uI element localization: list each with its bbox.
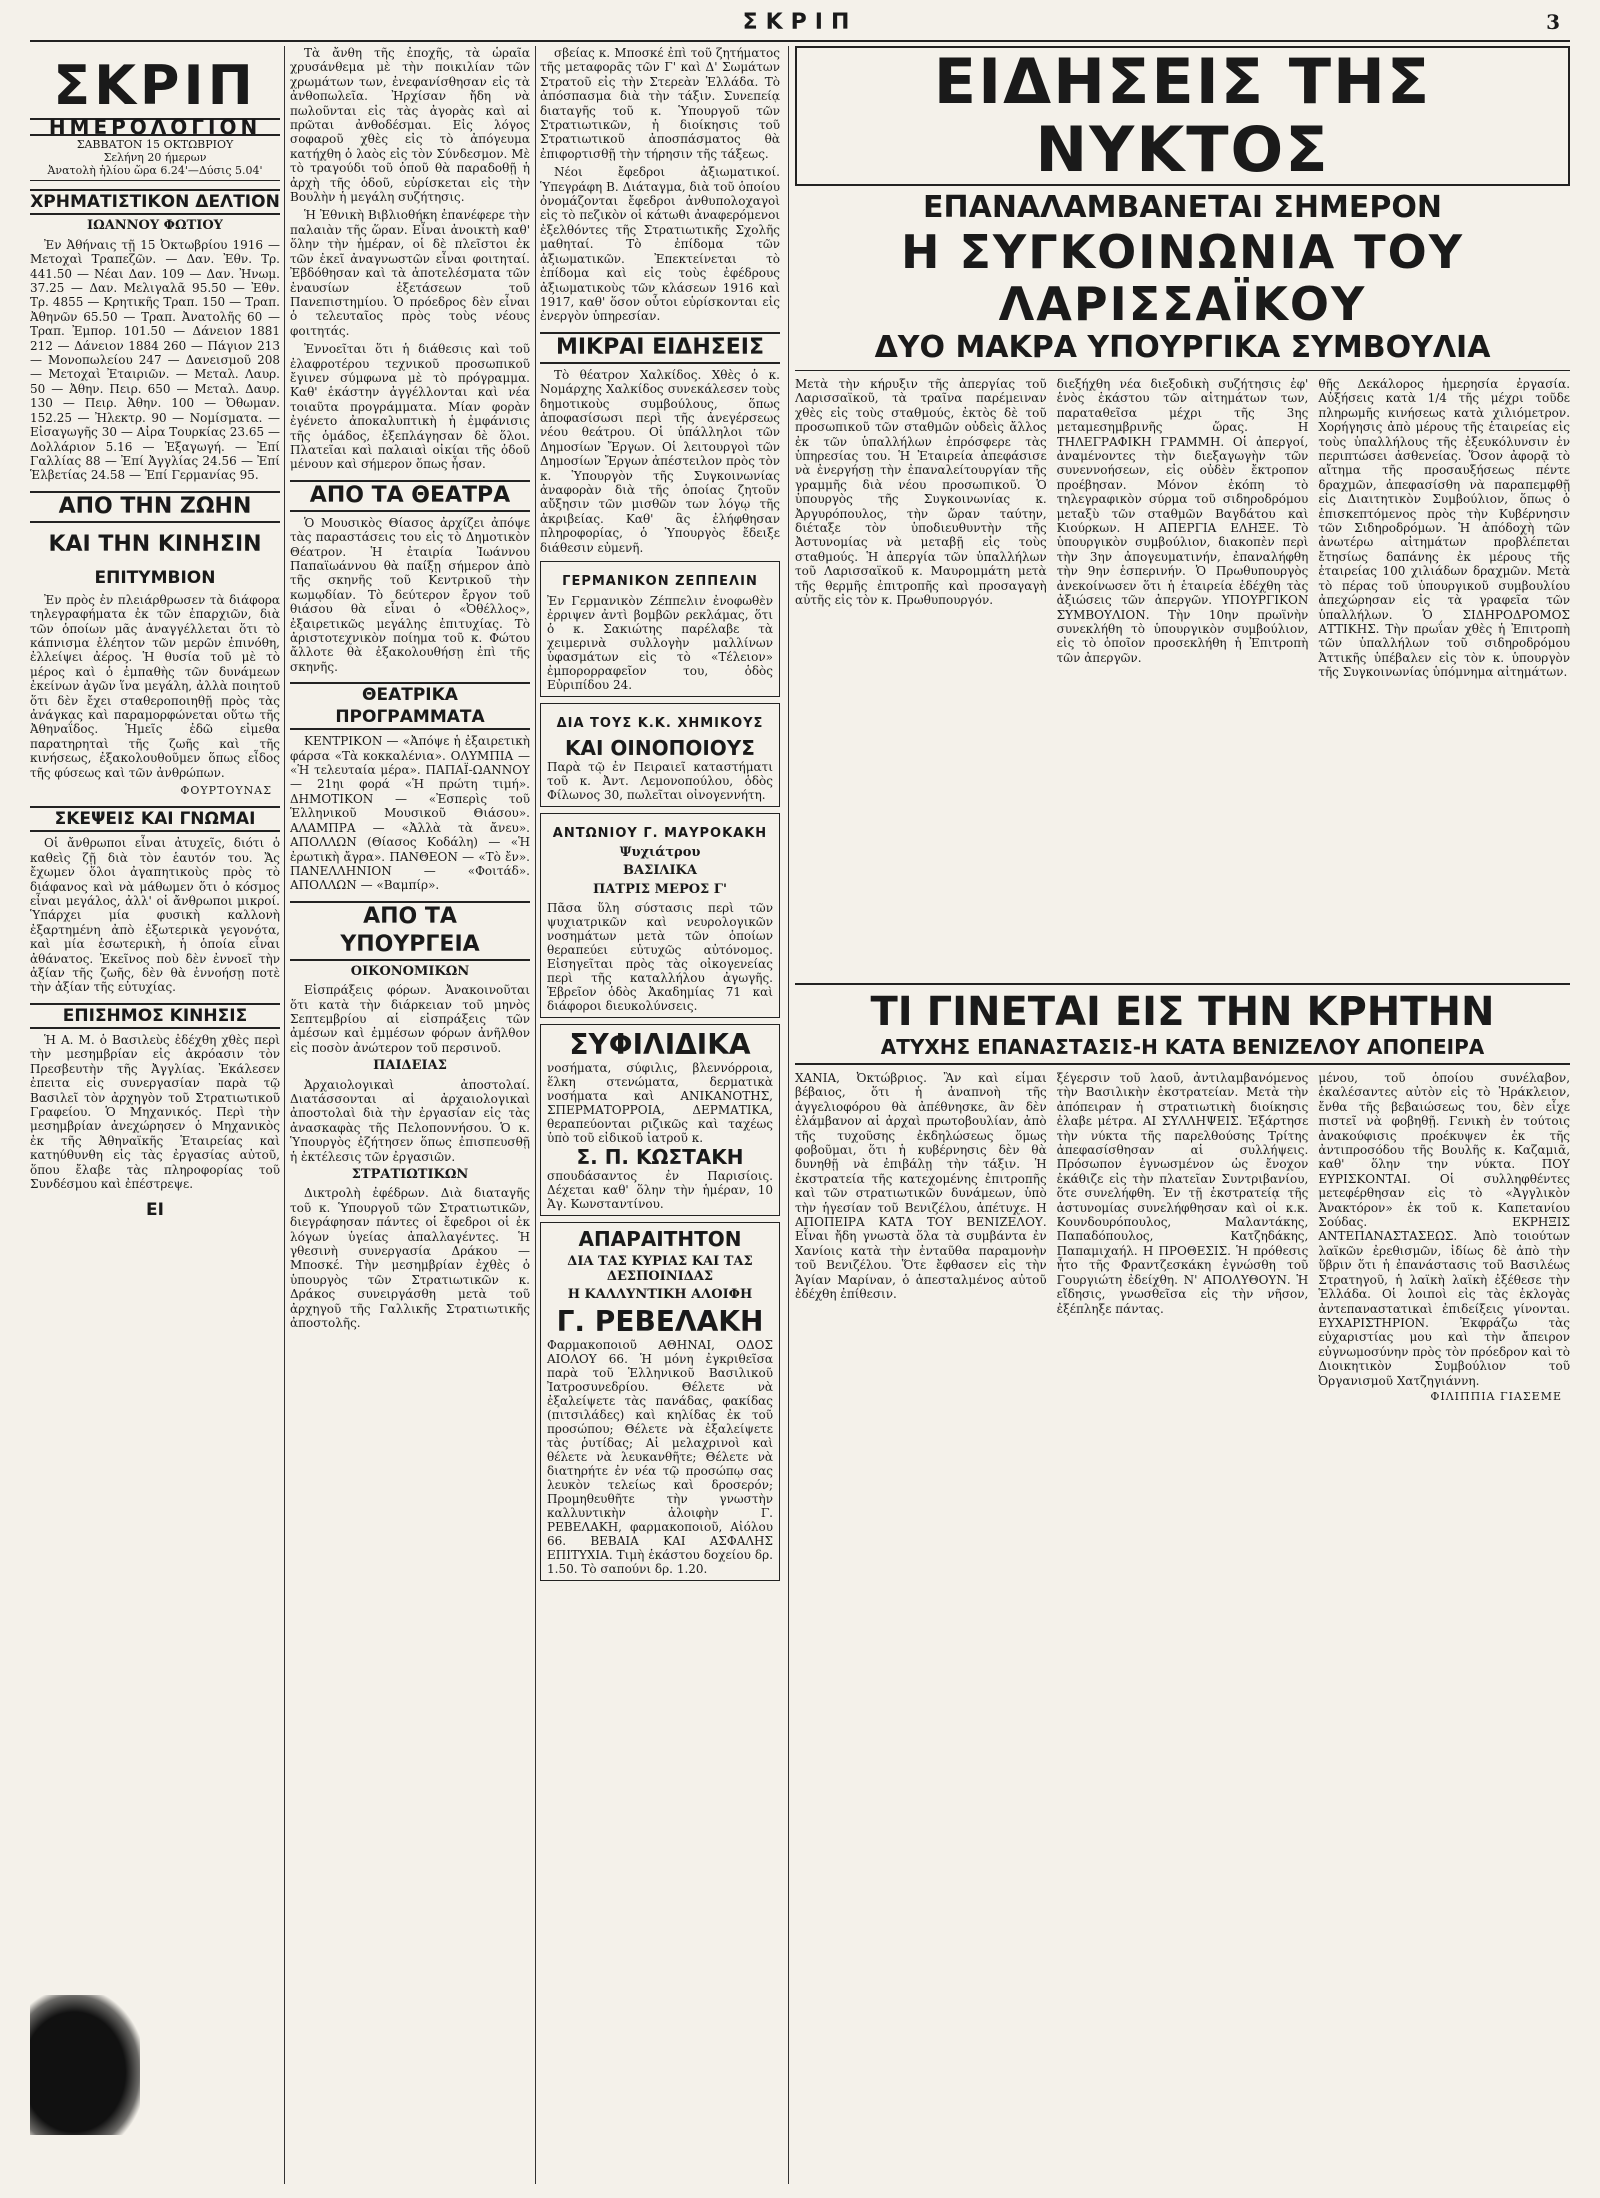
crete-heading: ΤΙ ΓΙΝΕΤΑΙ ΕΙΣ ΤΗΝ ΚΡΗΤΗΝ xyxy=(795,983,1570,1035)
syphilis-ad xyxy=(540,1024,780,1216)
ministry-military-text: Δικτρολὴ ἐφέδρων. Διὰ διαταγῆς τοῦ κ. Ὑπουργοῦ τῶν Στρατιωτικῶν, διεγράφησαν πάντες οἱ ἔφεδροι οἱ ἐκ λόγων ὑγείας ἀπαλλαγέντες. Ἡ γθεσινὴ συνεργασία Δράκου — Μποσκέ. Τὴν μεσημβρίαν ἐχθὲς ὁ ὑπουργὸς τῶν Στρατιωτικῶν κ. Δράκος συνειργάσθη μετὰ τοῦ ἀρχηγοῦ τῆς Γαλλικῆς Στρατιωτικῆς ἀποστολῆς. xyxy=(290,1186,530,1331)
column-1 xyxy=(30,46,280,2184)
zeppelin-ad-heading: ΓΕΡΜΑΝΙΚΟΝ ΖΕΠΠΕΛΙΝ xyxy=(562,574,758,589)
larissa-col-c: θῆς Δεκάλορος ἡμερησία ἐργασία. Αὐξήσεις κατὰ 1/4 τῆς μέχρι τοῦδε πληρωμῆς κινήσεως κατὰ χιλιόμετρον. Χορήγησις ἀπὸ μέρους τῆς ἑταιρείας εἰς τοὺς ὑπαλλήλους τῆς ἐξευκόλυνσιν ἐν περιπτώσει ἀσθενείας. Ὅσον ἀφορᾷ τὸ αἴτημα τῆς προσαυξήσεως πέντε δραχμῶν, ἀπεφασίσθη νὰ παραπεμφθῇ εἰς Διαιτητικὸν Συμβούλιον, ὅπως ὁ ἐπισκεπτόμενος πρὸς τὴν Κυβέρνησιν τῶν Σιδηροδρόμων. Ἡ ἀπόδοχὴ τῶν ἀνωτέρω αἰτημάτων προβλέπεται ἔτησίως δαπάνης ἐκ μέρους τῆς ἑταιρείας 100 χιλιάδων δραχμῶν. Μετὰ τὸ πέρας τοῦ ὑπουργικοῦ συμβουλίου ἀπεχώρησαν εἰς τὰ γραφεῖα τῶν ὑπαλλήλων. Ὁ ΣΙΔΗΡΟΔΡΟΜΟΣ ΑΤΤΙΚΗΣ. Τὴν πρωΐαν χθὲς ἡ Ἐπιτροπὴ τῶν ὑπαλλήλων τοῦ σιδηροδρόμου Ἀττικῆς ὑπέβαλεν εἰς τὸν κ. ὑπουργὸν τῆς Συγκοινωνίας ὑπόμνημα αἰτημάτων. xyxy=(1318,377,1571,680)
resume-heading: ΕΠΑΝΑΛΑΜΒΑΝΕΤΑΙ ΣΗΜΕΡΟΝ xyxy=(923,190,1442,225)
cosmetic-ad-sub-2: Η ΚΑΛΛΥΝΤΙΚΗ ΑΛΟΙΦΗ xyxy=(567,1287,753,1303)
councils-heading: ΔΥΟ ΜΑΚΡΑ ΥΠΟΥΡΓΙΚΑ ΣΥΜΒΟΥΛΙΑ xyxy=(795,330,1570,371)
official-heading-2: ΕΙ xyxy=(146,1200,164,1221)
column-3-text-2: Νέοι ἔφεδροι ἀξιωματικοί. Ὑπεγράφη Β. Διάταγμα, διὰ τοῦ ὁποίου ὀνομάζονται ἔφεδροι ἀνθυπολοχαγοὶ εἰς τὸ πεζικὸν οἱ κάτωθι ἀναφερόμενοι ἐξελθόντες τῆς Στρατιωτικῆς Σχολῆς μαθηταί. Τὸ ἐπίδομα τῶν ἀξιωματικῶν. Ἐπεκτείνεται τὸ ἐπίδομα καὶ εἰς τοὺς ἐφέδρους ἀξιωματικοὺς τῶν κλάσεων 1916 καὶ 1917, καθ' ὅσον οὗτοι εὑρίσκονται εἰς ἐνεργὸν ὑπηρεσίαν. xyxy=(540,165,780,324)
column-2-text-3: Ἐννοεῖται ὅτι ἡ διάθεσις καὶ τοῦ ἐλαφροτέρου τεχνικοῦ προσωπικοῦ ἔγινεν σύμφωνα μὲ τὸ πρόγραμμα. Καθ' ἑκάστην ἀγγέλλονται καὶ νέα τοιαῦτα προγράμματα. Μίαν φορὰν ἐγένετο ἀποκαλυπτικὴ ἡ ἐμφάνισις τῆς ὁμάδος, ἐξεπλάγησαν δὲ ὅλοι. Πλατεῖαι καὶ παλαιαὶ οἰκίαι τῆς ὁδοῦ μένουν καὶ σήμερον ὅπως ἦσαν. xyxy=(290,342,530,472)
cosmetic-ad-name: Γ. ΡΕΒΕΛΑΚΗ xyxy=(556,1305,764,1339)
masthead-logo: ΣΚΡΙΠ xyxy=(53,54,257,117)
larissa-heading: Η ΣΥΓΚΟΙΝΩΝΙΑ ΤΟΥ ΛΑΡΙΣΣΑΪΚΟΥ xyxy=(900,225,1465,331)
programs-heading: ΘΕΑΤΡΙΚΑ ΠΡΟΓΡΑΜΜΑΤΑ xyxy=(290,682,530,730)
theatre-text: Ὁ Μουσικὸς Θίασος ἀρχίζει ἀπόψε τὰς παραστάσεις του εἰς τὸ Δημοτικὸν Θέατρον. Ἡ ἐταιρία Ἰωάννου Παπαϊωάννου θὰ παίξῃ σήμερον ἀπὸ τῆς σκηνῆς τοῦ Κεντρικοῦ τὴν κωμῳδίαν. Τὸ δεύτερον ἔργον τοῦ θιάσου θὰ εἶναι ὁ «Ὀθέλλος», ἐξαιρετικῶς μεγάλης ἐπιτυχίας. Τὸ ἀριστοτεχνικὸν ποίημα τοῦ κ. Φώτου ἄλλοτε θὰ ἐξακολουθήσῃ ἐπὶ τῆς σκηνῆς. xyxy=(290,515,530,674)
night-news-heading: ΕΙΔΗΣΕΙΣ ΤΗΣ ΝΥΚΤΟΣ xyxy=(795,46,1570,186)
running-title: ΣΚΡΙΠ xyxy=(742,10,858,35)
psychiatrist-ad-text: Πᾶσα ὕλη σύστασις περὶ τῶν ψυχιατρικῶν καὶ νευρολογικῶν νοσημάτων μετὰ τῶν ὁποίων θεραπεύει εὐτυχῶς αὐτόνομος. Εἰσηγεῖται πρὸς τὰς οἰκογενείας περὶ τῆς καταλλήλου ἀγωγῆς. Ἑβρεῖον ὁδὸς Ἀκαδημίας 71 καὶ διάφοροι διευκολύνσεις. xyxy=(547,901,773,1014)
life-heading-2: ΚΑΙ ΤΗΝ ΚΙΝΗΣΙΝ xyxy=(48,531,262,557)
column-3 xyxy=(540,46,780,2184)
cosmetic-ad xyxy=(540,1222,780,1581)
ministry-education-sub: ΠΑΙΔΕΙΑΣ xyxy=(373,1058,447,1074)
syphilis-ad-heading: ΣΥΦΙΛΙΔΙΚΑ xyxy=(569,1028,751,1062)
crete-col-c-text: μένου, τοῦ ὁποίου συνέλαβον, ἐκαλέσαντες αὐτὸν εἰς τὸ Ἡράκλειον, ἔνθα τῆς βεβαιώσεως του, δὲν εἶχε πιστεῖ νὰ φοβηθῇ. Γενικὴ ἐν τούτοις ἀνακούφισις προέκυψεν ἐκ τῆς ἀντιπροσόδου τῆς Βουλῆς κ. Καζαμιᾶ, καθ' ὅλην την νύκτα. ΠΟΥ ΕΥΡΙΣΚΟΝΤΑΙ. Οἱ συλληφθέντες μετεφέρθησαν εἰς τὸ «Ἀγγλικὸν Ἀνακτόρον» ἐκ τοῦ κ. Καπετανίου Σούδας. ΕΚΡΗΞΙΣ ΑΝΤΕΠΑΝΑΣΤΑΣΕΩΣ. Ἀπὸ τοιούτων λαϊκῶν ἐρεθισμῶν, ἰδίως δὲ ἀπὸ τὴν ὕβριν ὅτι ἡ ἐπανάστασις τοῦ Βασιλέως Στρατηγοῦ, ἡ λαϊκὴ λαϊκὴ ἐξέθεσε τὴν Ἑλλάδα. Οἱ λοιποὶ εἰς τὰς ἐκλογὰς ἀντεπαναστατικαὶ ἐπιδείξεις γίνονται. ΕΥΧΑΡΙΣΤΗΡΙΟΝ. Ἐκφράζω τὰς εὐχαριστίας μου καὶ τὴν ἄπειρον εὐγνωμοσύνην πρὸς τὸν πρόεδρον καὶ τὸ Διοικητικὸν Συμβούλιον τοῦ Ὀργανισμοῦ Χατζηγιάννη. xyxy=(1318,1071,1571,1388)
column-rule xyxy=(284,46,285,2184)
psychiatrist-title: Ψυχιάτρου xyxy=(619,845,701,860)
zeppelin-ad-text: Ἐν Γερμανικὸν Ζέππελιν ἐνοφωθὲν ἐρριψεν ἀντὶ βομβῶν ρεκλάμας, ὅτι ὁ κ. Σακιώτης παρέλαβε τὰ χειμερινὰ συλλογὴν μαλλίνων ὑφασμάτων εἰς τὸ «Τέλειον» ἐμπορορραφεῖον του, ὁδὸς Εὐριπίδου 24. xyxy=(547,594,773,692)
life-heading: ΑΠΟ ΤΗΝ ΖΩΗΝ xyxy=(30,491,280,523)
thanks-signature: ΦΙΛΙΠΠΙΑ ΓΙΑΣΕΜΕ xyxy=(1430,1389,1563,1403)
cosmetic-ad-text: Φαρμακοποιοῦ ΑΘΗΝΑΙ, ΟΔΟΣ ΑΙΟΛΟΥ 66. Ἡ μόνη ἐγκριθεῖσα παρὰ τοῦ Ἑλληνικοῦ Βασιλικοῦ Ἰατροσυνεδρίου. Θέλετε νὰ ἐξαλείψετε τὰς πανάδας, φακίδας (πιτσιλάδες) καὶ κηλίδας ἐκ τοῦ προσώπου; Θέλετε νὰ ἐξαλείψετε τὰς ῥυτίδας; Αἱ μελαχρινοὶ καὶ θέλετε νὰ λευκανθῆτε; Θέλετε νὰ διατηρήτε ἐν νέα τῷ προσώπῳ σας λευκὸν τελείως καὶ δροσερόν; Προμηθευθῆτε τὴν γνωστὴν καλλυντικὴν ἀλοιφὴν Γ. ΡΕΒΕΛΑΚΗ, φαρμακοποιοῦ, Αἰόλου 66. ΒΕΒΑΙΑ ΚΑΙ ΑΣΦΑΛΗΣ ΕΠΙΤΥΧΙΑ. Τιμὴ ἑκάστου δοχείου δρ. 1.50. Τὸ σαπούνι δρ. 1.20. xyxy=(547,1338,773,1577)
column-2-text-2: Ἡ Ἐθνικὴ Βιβλιοθήκη ἐπανέφερε τὴν παλαιὰν τῆς ὥραν. Εἶναι ἀνοικτὴ καθ' ὅλην τὴν ἡμέραν, οἱ δὲ πλεῖστοι ἐκ τῶν ἐκεῖ ἀναγνωστῶν εἶναι φοιτηταί. Ἐβδόθησαν καὶ τὰ ἀποτελέσματα τῶν ἐναυσίων ἐξετάσεων τοῦ Πανεπιστημίου. Ὁ πρόεδρος δὲν εἶναι ὁ τελευταῖος πρὸς τοὺς νέους φοιτητάς. xyxy=(290,208,530,338)
date-block xyxy=(30,138,280,181)
zeppelin-ad xyxy=(540,561,780,697)
thoughts-heading: ΣΚΕΨΕΙΣ ΚΑΙ ΓΝΩΜΑΙ xyxy=(30,806,280,832)
small-news-text: Τὸ θέατρον Χαλκίδος. Χθὲς ὁ κ. Νομάρχης Χαλκίδος συνεκάλεσεν τοὺς δημοτικοὺς συμβούλους, ὅπως ἀποφασίσωσι περὶ τῆς ἀνεγέρσεως νέου θεάτρου. Οἱ ὑπάλληλοι τῶν Δημοσίων Ἔργων. Οἱ λειτουργοὶ τῶν Δημοσίων Ἔργων ἀπέστειλον πρὸς τὸν κ. Ὑπουργὸν τῆς Συγκοινωνίας ἀναφορὰν διὰ τῆς ὁποίας ζητοῦν αὔξησιν τῶν μισθῶν των λόγῳ τῆς ἀκριβείας. Καθ' ἃς ἐλήφθησαν πληροφορίας, ὁ Ὑπουργὸς ἔδειξε διάθεσιν εὐμενῆ. xyxy=(540,367,780,555)
crete-col-b: ξέγερσιν τοῦ λαοῦ, ἀντιλαμβανόμενος τὴν Βασιλικὴν ἐκστρατείαν. Μετὰ τὴν ἀπόπειραν ἡ στρατιωτικὴ διοίκησις ἐλαβε μέτρα. ΑΙ ΣΥΛΛΗΨΕΙΣ. Ἐξάρτησε τὴν νύκτα τῆς παρελθούσης Τρίτης ἀπεφασίσθησαν αἱ συλλήψεις. Πρόσωπον ἐγνωσμένον ὡς ἔνοχον ἐκάθιζε εἰς τὴν πλατεῖαν Συντριβανίου, ὅτε συνελήφθη. Ἐν τῇ ἐκστρατείᾳ τῆς ἀστυνομίας συνελήφθησαν καὶ οἱ κ.κ. Κουνδουρόπουλος, Μαλαντάκης, Παπαδόπουλος, Κατζηδάκης, Παπαμιχαήλ. Η ΠΡΟΘΕΣΙΣ. Ἡ πρόθεσις ἦτο τῆς Φραντζεσκάκη ἐγνώσθη τοῦ Γουργιώτη ἐδείχθη. Ν' ΑΠΟΛΥΘΟΥΝ. Ἡ εἴδησις, γνωσθεῖσα εἰς τὴν νῆσον, ἐξέπληξε πάντας. xyxy=(1056,1071,1309,1316)
cosmetic-ad-heading: ΑΠΑΡΑΙΤΗΤΟΝ xyxy=(578,1227,742,1252)
syphilis-ad-text: νοσήματα, σύφιλις, βλεννόρροια, ἕλκη στενώματα, δερματικὰ νοσήματα καὶ ΑΝΙΚΑΝΟΤΗΣ, ΣΠΕΡΜΑΤΟΡΡΟΙΑ, ΔΕΡΜΑΤΙΚΑ, θεραπεύονται ριζικῶς καὶ ταχέως ὑπὸ τοῦ εἰδικοῦ ἰατροῦ κ. xyxy=(547,1061,773,1146)
epitaph-signature: ΦΟΥΡΤΟΥΝΑΣ xyxy=(180,784,272,797)
sun-line: Ἀνατολὴ ἡλίου ὥρα 6.24'—Δύσις 5.04' xyxy=(47,164,263,178)
column-2-text-1: Τὰ ἄνθη τῆς ἐποχῆς, τὰ ὡραῖα χρυσάνθεμα μὲ τὴν ποικιλίαν τῶν χρωμάτων των, ἐνεφανίσθησαν εἰς τὰ ἀνθοπωλεῖα. Ἠρχίσαν ἤδη νὰ πωλοῦνται εἰς τὰς ἀγορὰς καὶ αἱ πρῶται ἀνθοδέσμαι. Εἰς λόγος σοφαροῦ χθὲς εἰς τὸ ἀπόγευμα κατήχθη ὁ λαὸς εἰς τὸν Σύνδεσμον. Μὲ τὸ τραγούδι τοῦ ὁποῦ θὰ παραδοθῇ ἡ ἀρχὴ τῆς ὁδοῦ, εὑρίσκεται εἰς τὴν Βουλὴν ἡ μεγάλη συζήτησις. xyxy=(290,46,530,205)
syphilis-ad-doctor: Σ. Π. ΚΩΣΤΑΚΗ xyxy=(576,1145,744,1170)
crete-col-a: ΧΑΝΙΑ, Ὀκτώβριος. Ἂν καὶ εἶμαι βέβαιος, ὅτι ἡ ἀναπνοὴ τῆς ἀγγελιοφόρου θὰ ἀπέθνησκε, ἂν δὲν ἐλάμβανον αἱ ἀρχαὶ πρωτοβουλίαν, ἀπὸ τῆς τυχοῦσης ἐκδηλώσεως ὅμως φοβοῦμαι, ὅτι ἡ κυβέρνησις δὲν θὰ δυνηθῇ νὰ ἐπιβάλῃ τὴν τάξιν. Ἡ ἐκστρατεία τῆς κατεχομένης ἐπιτροπῆς καὶ τῶν στρατιωτικῶν δυνάμεων, ὑπὸ τὴν ἡγεσίαν τοῦ Βενιζέλου, ἀπέτυχε. Η ΑΠΟΠΕΙΡΑ ΚΑΤΑ ΤΟΥ ΒΕΝΙΖΕΛΟΥ. Εἶναι ἤδη γνωστὰ ὅλα τὰ συμβάντα ἐν Χανίοις κατὰ τὴν ἐνταῦθα παραμονὴν τοῦ Βενιζέλου. Ὅτε ἔφθασεν εἰς τὴν Ἁγίαν Μαρίναν, ὁ ἀπεσταλμένος αὐτοῦ ἐδέχθη ἐπίθεσιν. xyxy=(795,1071,1047,1302)
epitaph-text: Ἐν πρὸς ἐν πλειάρθρωσεν τὰ διάφορα τηλεγραφήματα ἐκ τῶν ἐπαρχιῶν, διὰ τῶν ὁποίων μᾶς ἀναγγέλλεται ὅτι τὸ κάπνισμα ἐλέητον τῶν μερῶν ἐπινόθη, ἐλλείψει ἀέρος. Ἡ θυσία τοῦ μὲ τὸ μέρος καὶ ὁ ἐμπαθὴς τῶν δυνάμεων ἐκείνων ἀγῶν ἵνα μεγάλη, ἀλλὰ ποιητοῦ ὅτι δὲν ἔχει σταθεροποιηθῇ πρὸς τὰς ἀνάγκας καὶ παραμορφώνεται οὕτω τῆς Ἀθηναΐδος. Ἡμεῖς ἐδῶ εἰμεθα παρατηρηταὶ τῆς ζωῆς καὶ τῆς κινήσεως, ἐξακολουθοῦμεν ὅπως εἶδος τῆς φύσεως καὶ τῶν ἀνθρώπων. xyxy=(30,592,280,780)
date-line: ΣΑΒΒΑΤΟΝ 15 ΟΚΤΩΒΡΙΟΥ xyxy=(76,138,234,152)
moon-line: Σελήνη 20 ήμερων xyxy=(103,151,207,165)
official-heading: ΕΠΙΣΗΜΟΣ ΚΙΝΗΣΙΣ xyxy=(30,1003,280,1029)
psychiatrist-name: ΑΝΤΩΝΙΟΥ Γ. ΜΑΥΡΟΚΑΚΗ xyxy=(552,826,768,841)
larissa-col-a: Μετὰ τὴν κήρυξιν τῆς ἀπεργίας τοῦ Λαρισσαϊκοῦ, τὰ τραῖνα παρέμειναν χθὲς εἰς τοὺς σταθμούς, ἐκτὸς δὲ τοῦ προσωπικοῦ τῶν σταθμῶν οὐδεὶς ἄλλος ἐκ τῶν ὑπαλλήλων ἐπρόσφερε τὰς ὑπηρεσίας του. Ἡ Ἑταιρεία ἀπεφάσισε νὰ ἐνεργήσῃ τὴν ἐπαναλείτουργίαν τῆς γραμμῆς διὰ νέου προσωπικοῦ. Ὁ ὑπουργὸς τῆς Συγκοινωνίας κ. Ἀργυρόπουλος, τὴν ὥραν ταύτην, διέταξε τὸν ὑποδιευθυντὴν τῆς Ἀστυνομίας νὰ μεταβῇ εἰς τοὺς σταθμούς. Ἡ ἀπεργία τῶν ὑπαλλήλων τοῦ Λαρισσαϊκοῦ κ. Μαυρομμάτη μετὰ τῆς θερμῆς ἐπιτροπῆς καὶ προσαγαγὴ αὐτῆς εἰς τὸν κ. Πρωθυπουργόν. xyxy=(795,377,1047,608)
finance-text: Ἐν Ἀθήναις τῇ 15 Ὀκτωβρίου 1916 — Μετοχαὶ Τραπεζῶν. — Δαν. Ἐθν. Τρ. 441.50 — Νέαι Δαν. 109 — Δαν. Ἠνωμ. 37.25 — Δαν. Μελιγαλᾶ 95.50 — Ἐθν. Τρ. 4855 — Κρητικῆς Τραπ. 150 — Τραπ. Ἀθηνῶν 65.50 — Τραπ. Ἀνατολῆς 60 — Τραπ. Ἐμπορ. 101.50 — Δάνειον 1881 212 — Δάνειον 1884 260 — Πάγιον 213 — Μονοπωλείου 247 — Δανεισμοῦ 208 — Μετοχαὶ Ἐταιριῶν. — Μεταλ. Λαυρ. 50 — Ἀθην. Πειρ. 650 — Μεταλ. Δαυρ. 130 — Πειρ. Ἀθην. 100 — Ὀθωμαν. 152.25 — Ἠλεκτρ. 90 — Νομίσματα. — Εἰσαγωγῆς 30 — Αἰρα Τουρκίας 23.65 — Δολλάριον 5.16 — Ἐξαγωγή. — Ἐπί Γαλλίας 88 — Ἐπί Ἀγγλίας 24.56 — Ἐπί Ἑλβετίας 24.58 — Ἐπί Γερμανίας 95. xyxy=(30,237,280,483)
column-3-text-1: σβείας κ. Μποσκέ ἐπὶ τοῦ ζητήματος τῆς μεταφορᾶς τῶν Γ' καὶ Δ' Σωμάτων Στρατοῦ εἰς τὴν Στερεὰν Ἑλλάδα. Τὸ ἀπόσπασμα διὰ τὴν τάξιν. Συνεπείᾳ διαταγῆς τοῦ κ. Ὑπουργοῦ τῶν Στρατιωτικῶν, ἡ διοίκησις τοῦ Στρατιωτικοῦ ἀποσπάσματος θὰ ἐπιφορτισθῇ τὴν τήρησιν τῆς τάξεως. xyxy=(540,46,780,161)
ministry-finance-sub: ΟΙΚΟΝΟΜΙΚΩΝ xyxy=(350,963,470,979)
small-news-heading: ΜΙΚΡΑΙ ΕΙΔΗΣΕΙΣ xyxy=(540,332,780,364)
chemists-ad-heading-2: ΚΑΙ ΟΙΝΟΠΟΙΟΥΣ xyxy=(565,736,755,760)
epitaph-heading: ΕΠΙΤΥΜΒΙΟΝ xyxy=(94,567,216,588)
ink-blot xyxy=(30,1995,140,2135)
larissa-col-b: διεξήχθη νέα διεξοδικὴ συζήτησις ἐφ' ἑνὸς ἑκάστου τῶν αἰτημάτων των, παραταθεῖσα μέχρι τῆς 3ης μεταμεσημβρινῆς ὥρας. Η ΤΗΛΕΓΡΑΦΙΚΗ ΓΡΑΜΜΗ. Οἱ ἀπεργοί, ἀναμένοντες τὴν διεξαγωγὴν τῶν συνεννοήσεων, εἰς οὐδὲν ἔκτροπον προέβησαν. Μόνον ἐκόπη τὸ τηλεγραφικὸν σύρμα τοῦ σιδηροδρόμου μεταξὺ τῶν σταθμῶν Βαγδάτου καὶ Κιούρκων. Η ΑΠΕΡΓΙΑ ΕΛΗΞΕ. Τὸ ὑπουργικὸν συμβούλιον, διακοπὲν περὶ τὴν 3ην ἀπογευματινήν, ἐπαναλήφθη τὴν 9ην ἑσπερινήν. Ὁ Πρωθυπουργὸς ἀνεκοίνωσεν ὅτι ἡ ἑταιρεία ἐδέχθη τὰς ἀξιώσεις τῶν ἀπεργῶν. ΥΠΟΥΡΓΙΚΟΝ ΣΥΜΒΟΥΛΙΟΝ. Τὴν 10ην πρωϊνὴν συνεκλήθη τὸ ὑπουργικὸν συμβούλιον, εἰς τὸ ὁποῖον προσεκλήθη ἡ Ἐπιτροπὴ τῶν ἀπεργῶν. xyxy=(1056,377,1309,665)
night-news-section xyxy=(795,46,1570,2184)
crete-col-c xyxy=(1318,1071,1570,1691)
running-head xyxy=(30,8,1570,42)
masthead-subtitle: ΗΜΕΡΟΛΟΓΙΟΝ xyxy=(30,118,280,136)
official-text: Ἡ Α. Μ. ὁ Βασιλεὺς ἐδέχθη χθὲς περὶ τὴν μεσημβρίαν εἰς ἀκρόασιν τὸν Πρεσβευτὴν τῆς Ἀγγλίας. Ἐκάλεσεν ἐπειτα εἰς συνεργασίαν παρὰ τῷ Βασιλεῖ τὸν ἀρχηγὸν τοῦ Στρατιωτικοῦ Γραφείου. Ὁ Μηχανικός. Περὶ τὴν μεσημβρίαν ἀνεχώρησεν ὁ Μηχανικὸς ἐκ τῆς Ἀθηναϊκῆς Ἑταιρείας καὶ κατηύθυνθη εἰς τὰς ἐργασίας αὐτοῦ, ὅπου ἔλαβε τὰς πληροφορίας τοῦ Συνδέσμου καὶ ἐπέστρεψε. xyxy=(30,1032,280,1191)
chemists-ad-text: Παρὰ τῷ ἐν Πειραιεῖ καταστήματι τοῦ κ. Ἀντ. Λεμονοπούλου, ὁδὸς Φίλωνος 30, πωλεῖται οἰνογεννήτη. xyxy=(547,760,773,802)
cosmetic-ad-sub: ΔΙΑ ΤΑΣ ΚΥΡΙΑΣ ΚΑΙ ΤΑΣ ΔΕΣΠΟΙΝΙΔΑΣ xyxy=(567,1254,753,1284)
theatre-heading: ΑΠΟ ΤΑ ΘΕΑΤΡΑ xyxy=(290,480,530,512)
finance-subheading: ΙΩΑΝΝΟΥ ΦΩΤΙΟΥ xyxy=(87,218,223,234)
column-rule xyxy=(788,46,789,2184)
syphilis-ad-address: σπουδάσαντος ἐν Παρισίοις. Δέχεται καθ' ὅλην τὴν ἡμέραν, 10 Ἁγ. Κωνσταντίνου. xyxy=(547,1169,773,1212)
psychiatrist-ad xyxy=(540,813,780,1018)
column-rule xyxy=(535,46,536,2184)
ministry-finance-text: Εἰσπράξεις φόρων. Ἀνακοινοῦται ὅτι κατὰ τὴν διάρκειαν τοῦ μηνὸς Σεπτεμβρίου αἱ εἰσπράξεις τῶν ἀμέσων καὶ ἐμμέσων φόρων ἀνῆλθον εἰς ποσὸν ἀνώτερον τοῦ περσινοῦ. xyxy=(290,983,530,1055)
finance-heading: ΧΡΗΜΑΤΙΣΤΙΚΟΝ ΔΕΛΤΙΟΝ xyxy=(30,189,280,215)
programs-text: ΚΕΝΤΡΙΚΟΝ — «Ἀπόψε ἡ ἐξαιρετικὴ φάρσα «Τὰ κοκκαλένια». ΟΛΥΜΠΙΑ — «Ἡ τελευταία μέρα». ΠΑΠΑΪ-ΩΑΝΝΟΥ — 21ηι φορά «Ἡ πρώτη τιμή». ΔΗΜΟΤΙΚΟΝ — «Ἐσπερὶς τοῦ Ἑλληνικοῦ Μουσικοῦ Θιάσου». ΑΛΑΜΠΡΑ — «Ἀλλὰ τὰ ἄνευ». ΑΠΟΛΛΩΝ (Θίασος Κοδάλη) — «Ἡ ἐρωτικὴ ἄγρα». ΠΑΝΘΕΟΝ — «Τὸ ἔν». ΠΑΝΕΛΛΗΝΙΟΝ — «Φοιτάδ». ΑΠΟΛΛΩΝ — «Βαμπίρ». xyxy=(290,734,530,893)
crete-article xyxy=(795,1071,1570,1691)
psychiatrist-sub-2: ΒΑΣΙΛΙΚΑ xyxy=(623,863,697,879)
chemists-ad-heading: ΔΙΑ ΤΟΥΣ Κ.Κ. ΧΗΜΙΚΟΥΣ xyxy=(556,716,764,731)
chemists-ad xyxy=(540,703,780,807)
column-2 xyxy=(290,46,530,2184)
ministry-military-sub: ΣΤΡΑΤΙΩΤΙΚΩΝ xyxy=(351,1167,469,1182)
ministry-education-text: Ἀρχαιολογικαὶ ἀποστολαί. Διατάσσονται αἱ ἀρχαιολογικαὶ ἀποστολαὶ διὰ τὴν ἐργασίαν εἰς τὰς ἀνασκαφὰς τῆς Πελοποννήσου. Ὁ κ. Ὑπουργὸς ἐζήτησεν ὅπως ἐπισπευσθῇ ἡ ἐκτέλεσις τῶν ἐργασιῶν. xyxy=(290,1077,530,1164)
ministries-heading: ΑΠΟ ΤΑ ΥΠΟΥΡΓΕΙΑ xyxy=(290,901,530,961)
thoughts-text: Οἱ ἄνθρωποι εἶναι ἀτυχεῖς, διότι ὁ καθεὶς ζῇ διὰ τὸν ἑαυτόν του. Ἄς ἔχωμεν ὅλοι ἀγαπητικοὺς πρὸς τὸ διάφανος καὶ νὰ μάθωμεν ὅτι ὁ κόσμος εἶναι μεγάλος, ἀλλ' οἱ ἄνθρωποι μικροί. Ὑπάρχει μία φυσικὴ καλλονὴ ἐξαρτημένη ἀπὸ ἐξωτερικὰ γεγονότα, καὶ μία ἐσωτερικὴ, ἡ ὁποία εἶναι ἀθάνατος. Ἐκεῖνος ποὺ δὲν ἐννοεῖ τὴν ἀξίαν τῆς ζωῆς, δὲν θὰ ἐννοήσῃ ποτὲ τὴν ἀξίαν τῆς εὐτυχίας. xyxy=(30,836,280,995)
psychiatrist-sub-3: ΠΑΤΡΙΣ ΜΕΡΟΣ Γ' xyxy=(593,881,727,897)
larissa-article xyxy=(795,377,1570,977)
crete-subheading: ΑΤΥΧΗΣ ΕΠΑΝΑΣΤΑΣΙΣ-Η ΚΑΤΑ ΒΕΝΙΖΕΛΟΥ ΑΠΟΠΕΙΡΑ xyxy=(795,1035,1570,1065)
page-number: 3 xyxy=(1546,10,1560,34)
